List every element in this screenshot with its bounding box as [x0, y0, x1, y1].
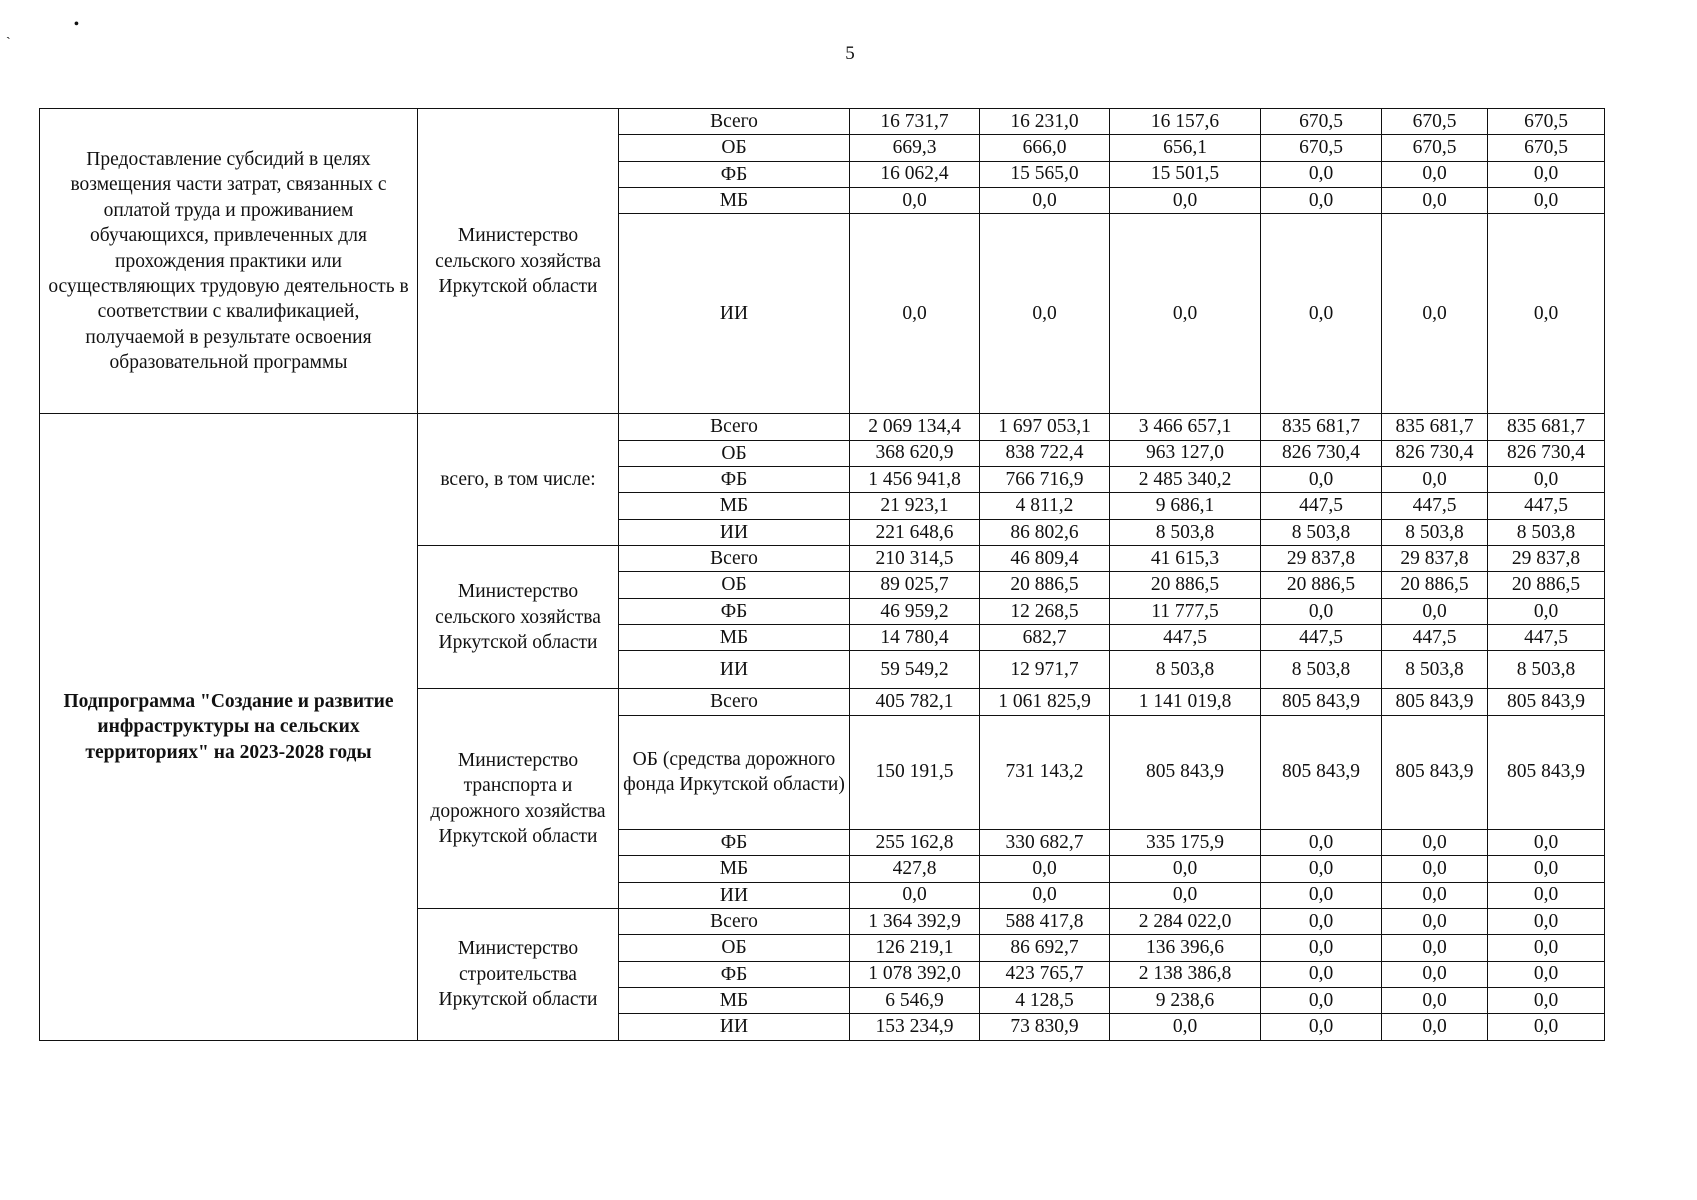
- amount-cell: 0,0: [1261, 598, 1382, 624]
- amount-cell: 670,5: [1488, 135, 1605, 161]
- amount-cell: 0,0: [1382, 467, 1488, 493]
- amount-cell: 0,0: [1382, 882, 1488, 908]
- funding-source: ОБ: [619, 935, 850, 961]
- amount-cell: 670,5: [1261, 135, 1382, 161]
- amount-cell: 766 716,9: [980, 467, 1110, 493]
- amount-cell: 0,0: [1110, 214, 1261, 414]
- amount-cell: 0,0: [1488, 856, 1605, 882]
- table-row: [40, 414, 1605, 440]
- funding-source: ФБ: [619, 467, 850, 493]
- amount-cell: 0,0: [1488, 188, 1605, 214]
- amount-cell: 126 219,1: [850, 935, 980, 961]
- amount-cell: 670,5: [1382, 109, 1488, 135]
- funding-source: ФБ: [619, 161, 850, 187]
- amount-cell: 16 062,4: [850, 161, 980, 187]
- amount-cell: 0,0: [1261, 214, 1382, 414]
- amount-cell: 8 503,8: [1110, 651, 1261, 689]
- amount-cell: 963 127,0: [1110, 440, 1261, 466]
- amount-cell: 46 809,4: [980, 546, 1110, 572]
- amount-cell: 447,5: [1261, 493, 1382, 519]
- amount-cell: 2 069 134,4: [850, 414, 980, 440]
- amount-cell: 3 466 657,1: [1110, 414, 1261, 440]
- amount-cell: 0,0: [1261, 987, 1382, 1013]
- amount-cell: 805 843,9: [1488, 715, 1605, 829]
- amount-cell: 0,0: [1261, 467, 1382, 493]
- amount-cell: 9 686,1: [1110, 493, 1261, 519]
- amount-cell: 29 837,8: [1261, 546, 1382, 572]
- responsible-executor: всего, в том числе:: [418, 414, 619, 546]
- subprogram-title: Подпрограмма "Создание и развитие инфраструктуры на сельских территориях" на 2023-2028 годы: [40, 414, 418, 1040]
- amount-cell: 0,0: [1488, 987, 1605, 1013]
- amount-cell: 16 231,0: [980, 109, 1110, 135]
- amount-cell: 0,0: [1261, 161, 1382, 187]
- amount-cell: 0,0: [1488, 214, 1605, 414]
- amount-cell: 1 697 053,1: [980, 414, 1110, 440]
- amount-cell: 0,0: [1382, 908, 1488, 934]
- funding-source: Всего: [619, 546, 850, 572]
- amount-cell: 255 162,8: [850, 829, 980, 855]
- amount-cell: 447,5: [1488, 493, 1605, 519]
- amount-cell: 835 681,7: [1488, 414, 1605, 440]
- amount-cell: 0,0: [1261, 935, 1382, 961]
- amount-cell: 0,0: [850, 214, 980, 414]
- amount-cell: 0,0: [1261, 188, 1382, 214]
- amount-cell: 670,5: [1488, 109, 1605, 135]
- amount-cell: 805 843,9: [1110, 715, 1261, 829]
- amount-cell: 0,0: [850, 188, 980, 214]
- funding-source: ФБ: [619, 598, 850, 624]
- amount-cell: 9 238,6: [1110, 987, 1261, 1013]
- amount-cell: 666,0: [980, 135, 1110, 161]
- amount-cell: 805 843,9: [1382, 715, 1488, 829]
- scan-dot: •: [74, 17, 79, 32]
- amount-cell: 8 503,8: [1261, 519, 1382, 545]
- amount-cell: 447,5: [1261, 625, 1382, 651]
- responsible-executor: Министерство сельского хозяйства Иркутской области: [418, 546, 619, 689]
- amount-cell: 669,3: [850, 135, 980, 161]
- amount-cell: 0,0: [1488, 935, 1605, 961]
- amount-cell: 805 843,9: [1261, 715, 1382, 829]
- amount-cell: 731 143,2: [980, 715, 1110, 829]
- funding-source: МБ: [619, 625, 850, 651]
- amount-cell: 656,1: [1110, 135, 1261, 161]
- amount-cell: 0,0: [1382, 829, 1488, 855]
- amount-cell: 335 175,9: [1110, 829, 1261, 855]
- amount-cell: 0,0: [850, 882, 980, 908]
- amount-cell: 670,5: [1382, 135, 1488, 161]
- amount-cell: 0,0: [980, 214, 1110, 414]
- funding-source: ИИ: [619, 519, 850, 545]
- amount-cell: 20 886,5: [1261, 572, 1382, 598]
- funding-source: ОБ: [619, 440, 850, 466]
- amount-cell: 0,0: [1488, 467, 1605, 493]
- amount-cell: 16 731,7: [850, 109, 980, 135]
- amount-cell: 0,0: [1488, 1014, 1605, 1040]
- amount-cell: 1 456 941,8: [850, 467, 980, 493]
- amount-cell: 8 503,8: [1382, 519, 1488, 545]
- amount-cell: 447,5: [1382, 625, 1488, 651]
- amount-cell: 0,0: [1382, 987, 1488, 1013]
- amount-cell: 1 078 392,0: [850, 961, 980, 987]
- amount-cell: 405 782,1: [850, 689, 980, 715]
- amount-cell: 1 364 392,9: [850, 908, 980, 934]
- amount-cell: 41 615,3: [1110, 546, 1261, 572]
- table-body: [40, 109, 1605, 1041]
- amount-cell: 0,0: [1382, 161, 1488, 187]
- amount-cell: 1 141 019,8: [1110, 689, 1261, 715]
- budget-table: [39, 108, 1605, 1041]
- amount-cell: 835 681,7: [1261, 414, 1382, 440]
- amount-cell: 11 777,5: [1110, 598, 1261, 624]
- amount-cell: 427,8: [850, 856, 980, 882]
- amount-cell: 0,0: [1382, 935, 1488, 961]
- amount-cell: 8 503,8: [1110, 519, 1261, 545]
- funding-source: Всего: [619, 908, 850, 934]
- amount-cell: 0,0: [1488, 598, 1605, 624]
- amount-cell: 0,0: [1110, 1014, 1261, 1040]
- scan-mark: ˎ: [6, 25, 11, 40]
- amount-cell: 0,0: [1488, 908, 1605, 934]
- amount-cell: 86 692,7: [980, 935, 1110, 961]
- amount-cell: 0,0: [1261, 908, 1382, 934]
- funding-source: ИИ: [619, 651, 850, 689]
- table-row: [40, 109, 1605, 135]
- amount-cell: 805 843,9: [1382, 689, 1488, 715]
- amount-cell: 150 191,5: [850, 715, 980, 829]
- amount-cell: 12 971,7: [980, 651, 1110, 689]
- amount-cell: 826 730,4: [1261, 440, 1382, 466]
- amount-cell: 0,0: [1261, 961, 1382, 987]
- amount-cell: 89 025,7: [850, 572, 980, 598]
- amount-cell: 14 780,4: [850, 625, 980, 651]
- amount-cell: 670,5: [1261, 109, 1382, 135]
- amount-cell: 838 722,4: [980, 440, 1110, 466]
- amount-cell: 0,0: [980, 856, 1110, 882]
- funding-source: Всего: [619, 414, 850, 440]
- amount-cell: 8 503,8: [1261, 651, 1382, 689]
- amount-cell: 588 417,8: [980, 908, 1110, 934]
- amount-cell: 0,0: [1261, 1014, 1382, 1040]
- amount-cell: 0,0: [980, 188, 1110, 214]
- amount-cell: 0,0: [1488, 161, 1605, 187]
- amount-cell: 826 730,4: [1382, 440, 1488, 466]
- amount-cell: 826 730,4: [1488, 440, 1605, 466]
- amount-cell: 368 620,9: [850, 440, 980, 466]
- funding-source: ОБ: [619, 135, 850, 161]
- amount-cell: 0,0: [980, 882, 1110, 908]
- funding-source: ИИ: [619, 214, 850, 414]
- responsible-executor: Министерство строительства Иркутской области: [418, 908, 619, 1040]
- amount-cell: 221 648,6: [850, 519, 980, 545]
- amount-cell: 447,5: [1488, 625, 1605, 651]
- amount-cell: 0,0: [1488, 961, 1605, 987]
- amount-cell: 210 314,5: [850, 546, 980, 572]
- amount-cell: 0,0: [1382, 1014, 1488, 1040]
- responsible-executor: Министерство транспорта и дорожного хозяйства Иркутской области: [418, 689, 619, 908]
- amount-cell: 2 485 340,2: [1110, 467, 1261, 493]
- amount-cell: 447,5: [1382, 493, 1488, 519]
- funding-source: ИИ: [619, 1014, 850, 1040]
- amount-cell: 0,0: [1261, 829, 1382, 855]
- amount-cell: 15 565,0: [980, 161, 1110, 187]
- amount-cell: 8 503,8: [1488, 651, 1605, 689]
- amount-cell: 0,0: [1382, 961, 1488, 987]
- amount-cell: 0,0: [1382, 188, 1488, 214]
- page-number: 5: [845, 43, 855, 64]
- funding-source: МБ: [619, 493, 850, 519]
- amount-cell: 12 268,5: [980, 598, 1110, 624]
- amount-cell: 29 837,8: [1488, 546, 1605, 572]
- funding-source: МБ: [619, 987, 850, 1013]
- funding-source: ОБ: [619, 572, 850, 598]
- amount-cell: 6 546,9: [850, 987, 980, 1013]
- funding-source: МБ: [619, 856, 850, 882]
- amount-cell: 0,0: [1382, 856, 1488, 882]
- amount-cell: 0,0: [1488, 829, 1605, 855]
- amount-cell: 15 501,5: [1110, 161, 1261, 187]
- amount-cell: 16 157,6: [1110, 109, 1261, 135]
- amount-cell: 8 503,8: [1382, 651, 1488, 689]
- amount-cell: 0,0: [1261, 856, 1382, 882]
- amount-cell: 136 396,6: [1110, 935, 1261, 961]
- amount-cell: 447,5: [1110, 625, 1261, 651]
- amount-cell: 835 681,7: [1382, 414, 1488, 440]
- amount-cell: 20 886,5: [1382, 572, 1488, 598]
- responsible-executor: Министерство сельского хозяйства Иркутской области: [418, 109, 619, 414]
- amount-cell: 20 886,5: [1488, 572, 1605, 598]
- funding-source: МБ: [619, 188, 850, 214]
- amount-cell: 4 128,5: [980, 987, 1110, 1013]
- amount-cell: 29 837,8: [1382, 546, 1488, 572]
- amount-cell: 0,0: [1488, 882, 1605, 908]
- amount-cell: 21 923,1: [850, 493, 980, 519]
- amount-cell: 0,0: [1110, 188, 1261, 214]
- funding-source: Всего: [619, 109, 850, 135]
- amount-cell: 46 959,2: [850, 598, 980, 624]
- funding-source: ФБ: [619, 961, 850, 987]
- amount-cell: 20 886,5: [1110, 572, 1261, 598]
- funding-source: Всего: [619, 689, 850, 715]
- amount-cell: 805 843,9: [1261, 689, 1382, 715]
- measure-description: Предоставление субсидий в целях возмещения части затрат, связанных с оплатой труда и проживанием обучающихся, привлеченных для прохождения практики или осуществляющих трудовую деятельность в соответствии с квалификацией, получаемой в результате освоения образовательной программы: [40, 109, 418, 414]
- funding-source: ОБ (средства дорожного фонда Иркутской области): [619, 715, 850, 829]
- amount-cell: 0,0: [1110, 882, 1261, 908]
- amount-cell: 59 549,2: [850, 651, 980, 689]
- amount-cell: 2 138 386,8: [1110, 961, 1261, 987]
- funding-source: ИИ: [619, 882, 850, 908]
- amount-cell: 20 886,5: [980, 572, 1110, 598]
- amount-cell: 0,0: [1382, 214, 1488, 414]
- amount-cell: 1 061 825,9: [980, 689, 1110, 715]
- amount-cell: 330 682,7: [980, 829, 1110, 855]
- amount-cell: 153 234,9: [850, 1014, 980, 1040]
- amount-cell: 0,0: [1261, 882, 1382, 908]
- amount-cell: 8 503,8: [1488, 519, 1605, 545]
- amount-cell: 423 765,7: [980, 961, 1110, 987]
- amount-cell: 0,0: [1382, 598, 1488, 624]
- amount-cell: 682,7: [980, 625, 1110, 651]
- amount-cell: 0,0: [1110, 856, 1261, 882]
- amount-cell: 2 284 022,0: [1110, 908, 1261, 934]
- amount-cell: 805 843,9: [1488, 689, 1605, 715]
- amount-cell: 73 830,9: [980, 1014, 1110, 1040]
- funding-source: ФБ: [619, 829, 850, 855]
- amount-cell: 86 802,6: [980, 519, 1110, 545]
- amount-cell: 4 811,2: [980, 493, 1110, 519]
